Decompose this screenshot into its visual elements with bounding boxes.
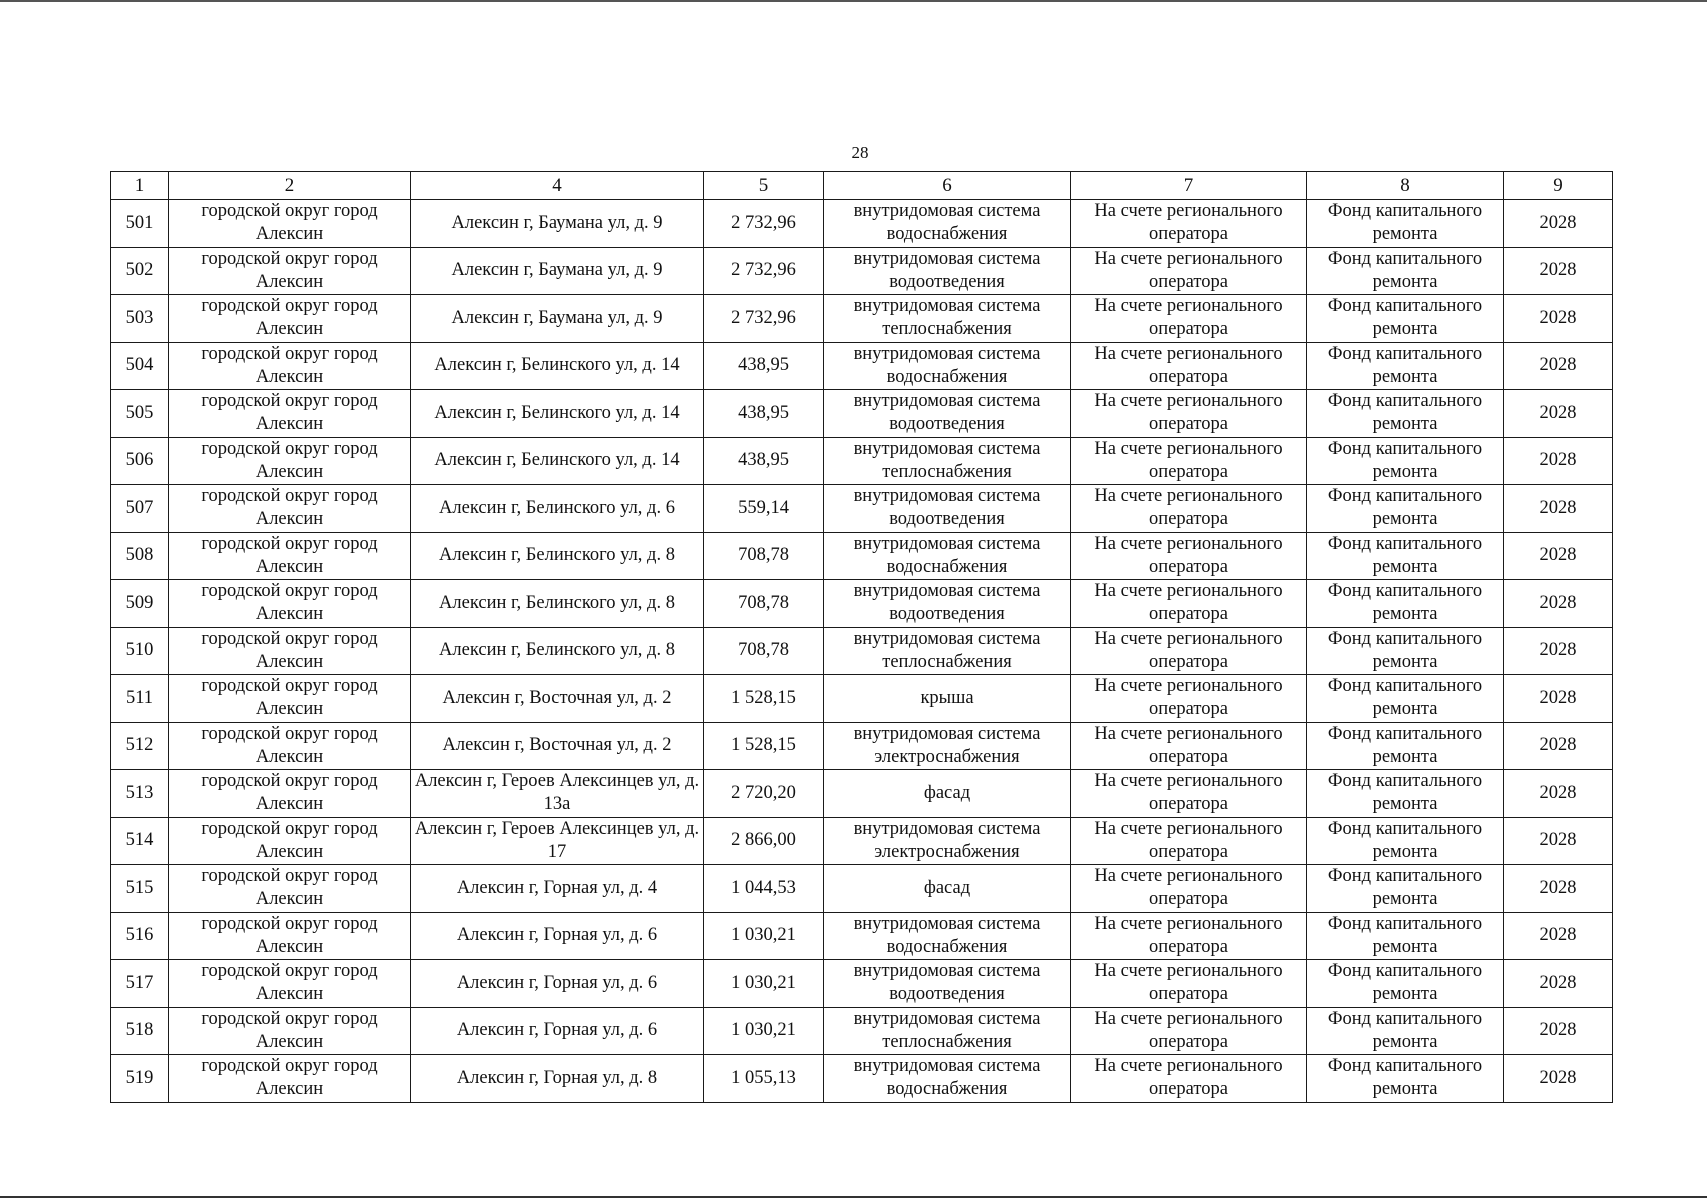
address-cell: Алексин г, Белинского ул, д. 14 <box>411 390 704 438</box>
area-cell: 1 528,15 <box>704 722 824 770</box>
fund-account-cell: На счете регионального оператора <box>1071 627 1307 675</box>
address-cell: Алексин г, Героев Алексинцев ул, д. 13а <box>411 770 704 818</box>
address-cell: Алексин г, Горная ул, д. 6 <box>411 1007 704 1055</box>
municipality-cell: городской округ город Алексин <box>169 342 411 390</box>
table-row <box>111 627 1613 675</box>
area-cell: 2 732,96 <box>704 200 824 248</box>
address-cell: Алексин г, Героев Алексинцев ул, д. 17 <box>411 817 704 865</box>
repair-program-table <box>110 171 1613 1103</box>
row-number-cell: 519 <box>111 1055 169 1103</box>
table-row <box>111 580 1613 628</box>
area-cell: 438,95 <box>704 437 824 485</box>
area-cell: 559,14 <box>704 485 824 533</box>
row-number-cell: 508 <box>111 532 169 580</box>
year-cell: 2028 <box>1504 770 1613 818</box>
area-cell: 438,95 <box>704 342 824 390</box>
work-type-cell: внутридомовая система теплоснабжения <box>824 627 1071 675</box>
funding-source-cell: Фонд капитального ремонта <box>1307 295 1504 343</box>
work-type-cell: крыша <box>824 675 1071 723</box>
fund-account-cell: На счете регионального оператора <box>1071 485 1307 533</box>
work-type-cell: внутридомовая система водоотведения <box>824 580 1071 628</box>
area-cell: 2 732,96 <box>704 295 824 343</box>
fund-account-cell: На счете регионального оператора <box>1071 960 1307 1008</box>
municipality-cell: городской округ город Алексин <box>169 865 411 913</box>
work-type-cell: внутридомовая система водоснабжения <box>824 532 1071 580</box>
fund-account-cell: На счете регионального оператора <box>1071 437 1307 485</box>
row-number-cell: 509 <box>111 580 169 628</box>
work-type-cell: внутридомовая система водоотведения <box>824 960 1071 1008</box>
column-header: 5 <box>704 172 824 200</box>
column-header: 1 <box>111 172 169 200</box>
work-type-cell: внутридомовая система водоотведения <box>824 247 1071 295</box>
funding-source-cell: Фонд капитального ремонта <box>1307 722 1504 770</box>
work-type-cell: внутридомовая система водоотведения <box>824 390 1071 438</box>
row-number-cell: 510 <box>111 627 169 675</box>
work-type-cell: внутридомовая система водоснабжения <box>824 342 1071 390</box>
table-row <box>111 1007 1613 1055</box>
funding-source-cell: Фонд капитального ремонта <box>1307 817 1504 865</box>
funding-source-cell: Фонд капитального ремонта <box>1307 1055 1504 1103</box>
address-cell: Алексин г, Восточная ул, д. 2 <box>411 675 704 723</box>
column-header: 8 <box>1307 172 1504 200</box>
funding-source-cell: Фонд капитального ремонта <box>1307 675 1504 723</box>
year-cell: 2028 <box>1504 722 1613 770</box>
row-number-cell: 506 <box>111 437 169 485</box>
municipality-cell: городской округ город Алексин <box>169 1055 411 1103</box>
area-cell: 2 866,00 <box>704 817 824 865</box>
address-cell: Алексин г, Баумана ул, д. 9 <box>411 200 704 248</box>
funding-source-cell: Фонд капитального ремонта <box>1307 247 1504 295</box>
year-cell: 2028 <box>1504 200 1613 248</box>
fund-account-cell: На счете регионального оператора <box>1071 817 1307 865</box>
municipality-cell: городской округ город Алексин <box>169 200 411 248</box>
work-type-cell: внутридомовая система теплоснабжения <box>824 295 1071 343</box>
fund-account-cell: На счете регионального оператора <box>1071 580 1307 628</box>
table-header-row <box>111 172 1613 200</box>
row-number-cell: 507 <box>111 485 169 533</box>
funding-source-cell: Фонд капитального ремонта <box>1307 912 1504 960</box>
table-row <box>111 675 1613 723</box>
municipality-cell: городской округ город Алексин <box>169 912 411 960</box>
work-type-cell: внутридомовая система электроснабжения <box>824 722 1071 770</box>
address-cell: Алексин г, Белинского ул, д. 8 <box>411 532 704 580</box>
work-type-cell: внутридомовая система теплоснабжения <box>824 1007 1071 1055</box>
funding-source-cell: Фонд капитального ремонта <box>1307 200 1504 248</box>
table-row <box>111 912 1613 960</box>
area-cell: 708,78 <box>704 580 824 628</box>
work-type-cell: фасад <box>824 865 1071 913</box>
work-type-cell: внутридомовая система водоснабжения <box>824 1055 1071 1103</box>
table-row <box>111 485 1613 533</box>
table-row <box>111 342 1613 390</box>
municipality-cell: городской округ город Алексин <box>169 390 411 438</box>
row-number-cell: 502 <box>111 247 169 295</box>
municipality-cell: городской округ город Алексин <box>169 722 411 770</box>
municipality-cell: городской округ город Алексин <box>169 295 411 343</box>
municipality-cell: городской округ город Алексин <box>169 770 411 818</box>
fund-account-cell: На счете регионального оператора <box>1071 247 1307 295</box>
municipality-cell: городской округ город Алексин <box>169 485 411 533</box>
row-number-cell: 511 <box>111 675 169 723</box>
fund-account-cell: На счете регионального оператора <box>1071 912 1307 960</box>
area-cell: 1 030,21 <box>704 960 824 1008</box>
scan-edge-bottom <box>0 1196 1707 1198</box>
funding-source-cell: Фонд капитального ремонта <box>1307 485 1504 533</box>
area-cell: 1 528,15 <box>704 675 824 723</box>
address-cell: Алексин г, Горная ул, д. 4 <box>411 865 704 913</box>
row-number-cell: 504 <box>111 342 169 390</box>
row-number-cell: 512 <box>111 722 169 770</box>
address-cell: Алексин г, Баумана ул, д. 9 <box>411 295 704 343</box>
address-cell: Алексин г, Горная ул, д. 6 <box>411 912 704 960</box>
area-cell: 1 030,21 <box>704 1007 824 1055</box>
year-cell: 2028 <box>1504 865 1613 913</box>
column-header: 6 <box>824 172 1071 200</box>
address-cell: Алексин г, Белинского ул, д. 8 <box>411 580 704 628</box>
fund-account-cell: На счете регионального оператора <box>1071 1007 1307 1055</box>
work-type-cell: фасад <box>824 770 1071 818</box>
row-number-cell: 505 <box>111 390 169 438</box>
table-row <box>111 865 1613 913</box>
fund-account-cell: На счете регионального оператора <box>1071 532 1307 580</box>
table-row <box>111 390 1613 438</box>
table-row <box>111 817 1613 865</box>
fund-account-cell: На счете регионального оператора <box>1071 390 1307 438</box>
year-cell: 2028 <box>1504 342 1613 390</box>
municipality-cell: городской округ город Алексин <box>169 627 411 675</box>
funding-source-cell: Фонд капитального ремонта <box>1307 960 1504 1008</box>
funding-source-cell: Фонд капитального ремонта <box>1307 342 1504 390</box>
work-type-cell: внутридомовая система электроснабжения <box>824 817 1071 865</box>
scan-edge-top <box>0 0 1707 2</box>
funding-source-cell: Фонд капитального ремонта <box>1307 627 1504 675</box>
year-cell: 2028 <box>1504 1007 1613 1055</box>
row-number-cell: 513 <box>111 770 169 818</box>
municipality-cell: городской округ город Алексин <box>169 817 411 865</box>
address-cell: Алексин г, Белинского ул, д. 6 <box>411 485 704 533</box>
area-cell: 438,95 <box>704 390 824 438</box>
work-type-cell: внутридомовая система водоснабжения <box>824 912 1071 960</box>
municipality-cell: городской округ город Алексин <box>169 437 411 485</box>
page-number: 28 <box>851 143 869 162</box>
municipality-cell: городской округ город Алексин <box>169 675 411 723</box>
row-number-cell: 518 <box>111 1007 169 1055</box>
year-cell: 2028 <box>1504 1055 1613 1103</box>
table-row <box>111 247 1613 295</box>
table-row <box>111 722 1613 770</box>
year-cell: 2028 <box>1504 247 1613 295</box>
row-number-cell: 501 <box>111 200 169 248</box>
column-header: 9 <box>1504 172 1613 200</box>
year-cell: 2028 <box>1504 580 1613 628</box>
fund-account-cell: На счете регионального оператора <box>1071 200 1307 248</box>
area-cell: 1 044,53 <box>704 865 824 913</box>
table-row <box>111 532 1613 580</box>
fund-account-cell: На счете регионального оператора <box>1071 675 1307 723</box>
area-cell: 708,78 <box>704 627 824 675</box>
municipality-cell: городской округ город Алексин <box>169 960 411 1008</box>
area-cell: 2 732,96 <box>704 247 824 295</box>
table-row <box>111 295 1613 343</box>
fund-account-cell: На счете регионального оператора <box>1071 1055 1307 1103</box>
area-cell: 708,78 <box>704 532 824 580</box>
address-cell: Алексин г, Горная ул, д. 8 <box>411 1055 704 1103</box>
table-row <box>111 770 1613 818</box>
table-body <box>111 200 1613 1103</box>
year-cell: 2028 <box>1504 675 1613 723</box>
address-cell: Алексин г, Баумана ул, д. 9 <box>411 247 704 295</box>
area-cell: 1 055,13 <box>704 1055 824 1103</box>
funding-source-cell: Фонд капитального ремонта <box>1307 390 1504 438</box>
area-cell: 2 720,20 <box>704 770 824 818</box>
funding-source-cell: Фонд капитального ремонта <box>1307 1007 1504 1055</box>
work-type-cell: внутридомовая система водоотведения <box>824 485 1071 533</box>
row-number-cell: 514 <box>111 817 169 865</box>
year-cell: 2028 <box>1504 960 1613 1008</box>
table-row <box>111 1055 1613 1103</box>
row-number-cell: 516 <box>111 912 169 960</box>
year-cell: 2028 <box>1504 532 1613 580</box>
table-row <box>111 200 1613 248</box>
fund-account-cell: На счете регионального оператора <box>1071 770 1307 818</box>
year-cell: 2028 <box>1504 390 1613 438</box>
work-type-cell: внутридомовая система водоснабжения <box>824 200 1071 248</box>
area-cell: 1 030,21 <box>704 912 824 960</box>
work-type-cell: внутридомовая система теплоснабжения <box>824 437 1071 485</box>
year-cell: 2028 <box>1504 485 1613 533</box>
year-cell: 2028 <box>1504 437 1613 485</box>
address-cell: Алексин г, Восточная ул, д. 2 <box>411 722 704 770</box>
row-number-cell: 517 <box>111 960 169 1008</box>
address-cell: Алексин г, Белинского ул, д. 14 <box>411 437 704 485</box>
address-cell: Алексин г, Горная ул, д. 6 <box>411 960 704 1008</box>
funding-source-cell: Фонд капитального ремонта <box>1307 865 1504 913</box>
fund-account-cell: На счете регионального оператора <box>1071 295 1307 343</box>
address-cell: Алексин г, Белинского ул, д. 14 <box>411 342 704 390</box>
fund-account-cell: На счете регионального оператора <box>1071 865 1307 913</box>
column-header: 2 <box>169 172 411 200</box>
year-cell: 2028 <box>1504 912 1613 960</box>
municipality-cell: городской округ город Алексин <box>169 1007 411 1055</box>
fund-account-cell: На счете регионального оператора <box>1071 722 1307 770</box>
table-row <box>111 960 1613 1008</box>
funding-source-cell: Фонд капитального ремонта <box>1307 770 1504 818</box>
municipality-cell: городской округ город Алексин <box>169 247 411 295</box>
year-cell: 2028 <box>1504 817 1613 865</box>
column-header: 7 <box>1071 172 1307 200</box>
municipality-cell: городской округ город Алексин <box>169 532 411 580</box>
municipality-cell: городской округ город Алексин <box>169 580 411 628</box>
fund-account-cell: На счете регионального оператора <box>1071 342 1307 390</box>
funding-source-cell: Фонд капитального ремонта <box>1307 437 1504 485</box>
funding-source-cell: Фонд капитального ремонта <box>1307 532 1504 580</box>
address-cell: Алексин г, Белинского ул, д. 8 <box>411 627 704 675</box>
year-cell: 2028 <box>1504 627 1613 675</box>
year-cell: 2028 <box>1504 295 1613 343</box>
column-header: 4 <box>411 172 704 200</box>
table-row <box>111 437 1613 485</box>
row-number-cell: 503 <box>111 295 169 343</box>
funding-source-cell: Фонд капитального ремонта <box>1307 580 1504 628</box>
row-number-cell: 515 <box>111 865 169 913</box>
